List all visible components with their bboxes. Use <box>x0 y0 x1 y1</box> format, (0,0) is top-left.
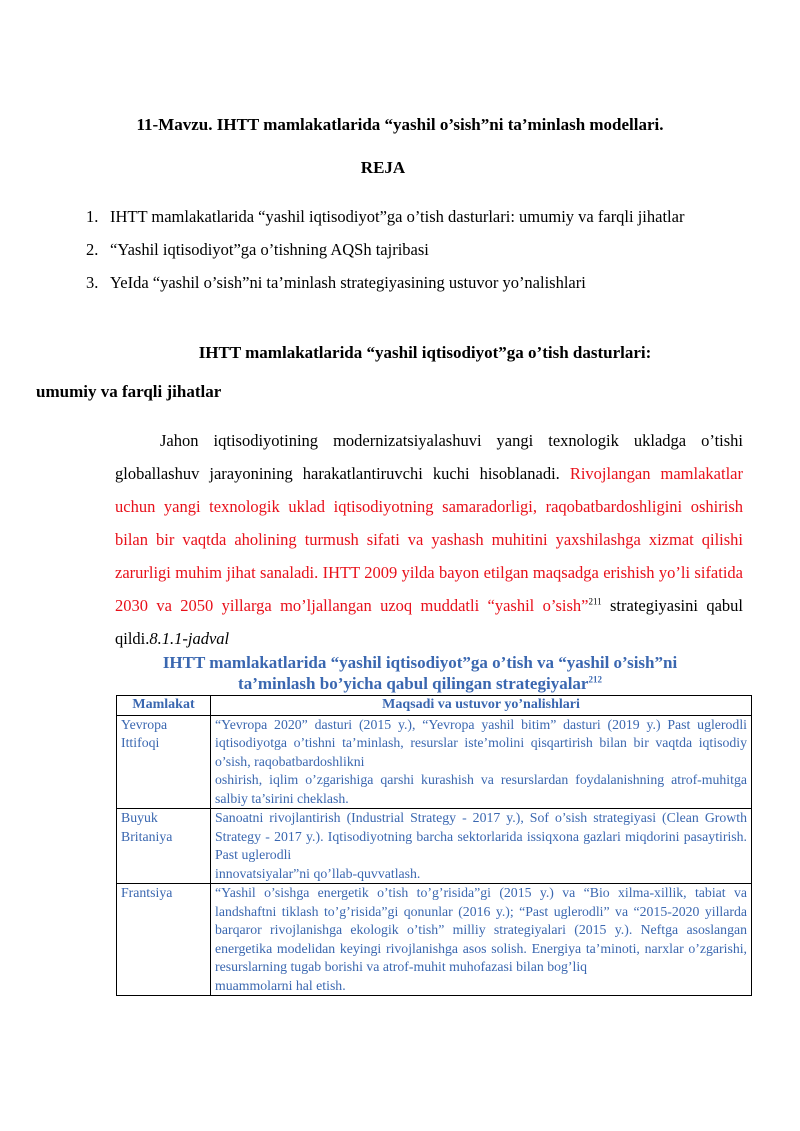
table-caption-line2: ta’minlash bo’yicha qabul qilingan strategiyalar <box>238 674 589 693</box>
goal-text: innovatsiyalar”ni qo’llab-quvvatlash. <box>215 865 421 881</box>
country-cell: Yevropa Ittifoqi <box>117 715 211 809</box>
goal-text: “Yashil o’sishga energetik o’tish to’g’risida”gi (2015 y.) va “Bio xilma-xillik, tabiat va landshaftni tiklash to’g’risida”gi qonunlar (2016 y.); “Past uglerodli” va “2015-2020 yillarda barqaror rivojlanishga ekologik o’tish” milliy strategiyalari (2015 y.). Neftga asoslangan energetika modelidan keyingi rivojlanishga asos solish. Energiya ta’minoti, narxlar o’zgarishi, resurslarning tugab borishi va atrof-muhit muhofazasi bilan bog’liq <box>215 885 747 974</box>
footnote-marker: 212 <box>588 674 602 685</box>
plan-list <box>86 200 726 299</box>
goal-text: muammolarni hal etish. <box>215 977 346 993</box>
goal-text: Sanoatni rivojlantirish (Industrial Strategy - 2017 y.), Sof o’sish strategiyasi (Clean Growth Strategy - 2017 y.). Iqtisodiyotning barcha sektorlarida issiqxona gazlari miqdorini pasaytirish. Past uglerodli <box>215 810 747 862</box>
paragraph-highlight: Rivojlangan mamlakatlar uchun yangi texnologik uklad iqtisodiyotning samaradorligi, raqobatbardoshligini oshirish bilan bir vaqtda aholining turmush sifati va yashash muhitini yaxshilashga xizmat qilishi zarurligi muhim jihat sanaladi. IHTT 2009 yilda bayon etilgan maqsadga erishish yo’li sifatida 2030 va 2050 yillarga mo’ljallangan uzoq muddatli “yashil o’sish” <box>115 464 743 615</box>
plan-item-text: IHTT mamlakatlarida “yashil iqtisodiyot”ga o’tish dasturlari: umumiy va farqli jihatlar <box>110 207 685 226</box>
goal-text: oshirish, iqlim o’zgarishiga qarshi kurashish va resurslardan foydalanishning atrof-muhitga salbiy ta’sirini cheklash. <box>215 772 747 806</box>
country-cell: Frantsiya <box>117 884 211 996</box>
document-title: 11-Mavzu. IHTT mamlakatlarida “yashil o’sish”ni ta’minlash modellari. <box>136 115 664 134</box>
plan-item-number: 2. <box>86 240 99 259</box>
table-row <box>117 715 752 809</box>
goal-cell <box>211 884 752 996</box>
goal-cell <box>211 715 752 809</box>
strategies-table <box>116 695 752 996</box>
section-heading-line2: umumiy va farqli jihatlar <box>36 382 222 401</box>
footnote-marker: 211 <box>588 596 602 607</box>
goal-text: “Yevropa 2020” dasturi (2015 y.), “Yevropa yashil bitim” dasturi (2019 y.) Past uglerodli iqtisodiyotga o’tishni ta’minlash, resurslar iste’molini qisqartirish bilan bir vaqtda iqtisodiy o’sish, raqobatbardoshlikni <box>215 716 747 769</box>
table-row <box>117 809 752 884</box>
table-caption <box>110 652 730 694</box>
plan-item-text: “Yashil iqtisodiyot”ga o’tishning AQSh tajribasi <box>110 240 429 259</box>
section-heading-line1: IHTT mamlakatlarida “yashil iqtisodiyot”ga o’tish dasturlari: <box>198 343 652 362</box>
table-caption-line1: IHTT mamlakatlarida “yashil iqtisodiyot”ga o’tish va “yashil o’sish”ni <box>162 653 678 672</box>
goal-cell <box>211 809 752 884</box>
column-header-country: Mamlakat <box>117 696 211 716</box>
plan-item <box>86 200 726 233</box>
column-header-goals: Maqsadi va ustuvor yo’nalishlari <box>211 696 752 716</box>
paragraph-text-end: strategiyasini qabul qildi. <box>115 596 743 648</box>
paragraph-text: Jahon iqtisodiyotining modernizatsiyalashuvi yangi texnologik ukladga o’tishi globallashuv jarayonining harakatlantiruvchi kuchi hisoblanadi. <box>115 431 743 483</box>
body-paragraph <box>115 424 743 655</box>
table-row <box>117 884 752 996</box>
plan-item-text: YeIda “yashil o’sish”ni ta’minlash strategiyasining ustuvor yo’nalishlari <box>110 273 586 292</box>
table-reference: 8.1.1-jadval <box>149 629 230 648</box>
plan-item-number: 1. <box>86 207 99 226</box>
plan-item <box>86 266 726 299</box>
plan-item-number: 3. <box>86 273 99 292</box>
country-cell: Buyuk Britaniya <box>117 809 211 884</box>
plan-heading: REJA <box>360 158 406 177</box>
plan-item <box>86 233 726 266</box>
table-header-row <box>117 696 752 716</box>
